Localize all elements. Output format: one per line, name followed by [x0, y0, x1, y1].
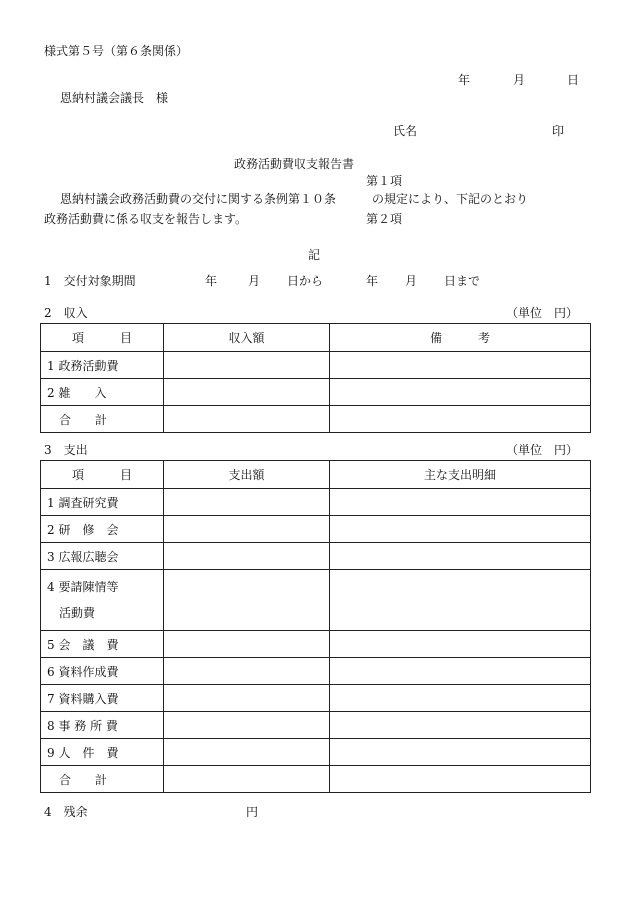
balance-label: 4 残余 [44, 805, 88, 819]
row-label: 6 資料作成費 [41, 658, 164, 685]
amount-cell[interactable] [164, 631, 330, 658]
header-amount: 収入額 [164, 324, 330, 352]
table-row [41, 406, 591, 433]
details-cell[interactable] [330, 631, 591, 658]
details-cell[interactable] [330, 658, 591, 685]
expense-unit: （単位 円） [506, 443, 579, 457]
form-label: 様式第５号（第６条関係） [44, 44, 189, 58]
annotation-paragraph-2: 第２項 [366, 212, 403, 226]
table-row [41, 631, 591, 658]
ki-heading: 記 [308, 248, 321, 262]
period-from-year: 年 [205, 274, 218, 288]
income-label: 2 収入 [44, 306, 88, 320]
table-header-row [41, 461, 591, 489]
row-label: 合 計 [41, 406, 164, 433]
amount-cell[interactable] [164, 739, 330, 766]
amount-cell[interactable] [164, 712, 330, 739]
amount-cell[interactable] [164, 489, 330, 516]
name-label: 氏名 [393, 124, 418, 138]
amount-cell[interactable] [164, 766, 330, 793]
period-from-month: 月 [248, 274, 261, 288]
row-label-line-1: 4 要請陳情等 [47, 580, 119, 594]
table-row [41, 489, 591, 516]
header-details: 主な支出明細 [330, 461, 591, 489]
table-row [41, 658, 591, 685]
remarks-cell[interactable] [330, 352, 591, 379]
row-label: 9 人 件 費 [41, 739, 164, 766]
table-row [41, 766, 591, 793]
table-row [41, 379, 591, 406]
table-row [41, 712, 591, 739]
row-label: 2 雑 入 [41, 379, 164, 406]
row-label: 1 調査研究費 [41, 489, 164, 516]
details-cell[interactable] [330, 685, 591, 712]
date-year: 年 [458, 73, 471, 87]
remarks-cell[interactable] [330, 379, 591, 406]
amount-cell[interactable] [164, 658, 330, 685]
row-label [41, 570, 164, 631]
table-row [41, 516, 591, 543]
date-month: 月 [513, 73, 526, 87]
row-label: 1 政務活動費 [41, 352, 164, 379]
addressee: 恩納村議会議長 様 [60, 91, 169, 105]
amount-cell[interactable] [164, 685, 330, 712]
row-label: 7 資料購入費 [41, 685, 164, 712]
details-cell[interactable] [330, 516, 591, 543]
details-cell[interactable] [330, 712, 591, 739]
intro-line-1: 恩納村議会政務活動費の交付に関する条例第１０条 の規定により、下記のとおり [60, 192, 529, 206]
document-title: 政務活動費収支報告書 [234, 157, 355, 171]
period-from-day: 日から [287, 274, 324, 288]
income-unit: （単位 円） [506, 306, 579, 320]
row-label-line-2: 活動費 [47, 606, 96, 620]
period-to-month: 月 [405, 274, 418, 288]
annotation-paragraph-1: 第１項 [366, 174, 403, 188]
row-label: 8 事 務 所 費 [41, 712, 164, 739]
details-cell[interactable] [330, 570, 591, 631]
table-header-row [41, 324, 591, 352]
income-table [40, 323, 591, 433]
amount-cell[interactable] [164, 516, 330, 543]
intro-line-2: 政務活動費に係る収支を報告します。 [44, 212, 248, 226]
row-label: 2 研 修 会 [41, 516, 164, 543]
details-cell[interactable] [330, 766, 591, 793]
table-row [41, 543, 591, 570]
balance-unit: 円 [246, 805, 259, 819]
header-item: 項 目 [41, 461, 164, 489]
table-row [41, 570, 591, 631]
expense-table [40, 460, 591, 793]
amount-cell[interactable] [164, 379, 330, 406]
expense-label: 3 支出 [44, 443, 88, 457]
table-row [41, 352, 591, 379]
row-label: 3 広報広聴会 [41, 543, 164, 570]
row-label: 合 計 [41, 766, 164, 793]
remarks-cell[interactable] [330, 406, 591, 433]
amount-cell[interactable] [164, 570, 330, 631]
amount-cell[interactable] [164, 352, 330, 379]
row-label: 5 会 議 費 [41, 631, 164, 658]
date-day: 日 [567, 73, 580, 87]
seal-label: 印 [552, 124, 565, 138]
details-cell[interactable] [330, 543, 591, 570]
header-amount: 支出額 [164, 461, 330, 489]
amount-cell[interactable] [164, 543, 330, 570]
header-remarks: 備 考 [330, 324, 591, 352]
amount-cell[interactable] [164, 406, 330, 433]
details-cell[interactable] [330, 489, 591, 516]
period-label: 1 交付対象期間 [44, 274, 136, 288]
header-item: 項 目 [41, 324, 164, 352]
period-to-day: 日まで [444, 274, 481, 288]
table-row [41, 685, 591, 712]
period-to-year: 年 [366, 274, 379, 288]
details-cell[interactable] [330, 739, 591, 766]
table-row [41, 739, 591, 766]
